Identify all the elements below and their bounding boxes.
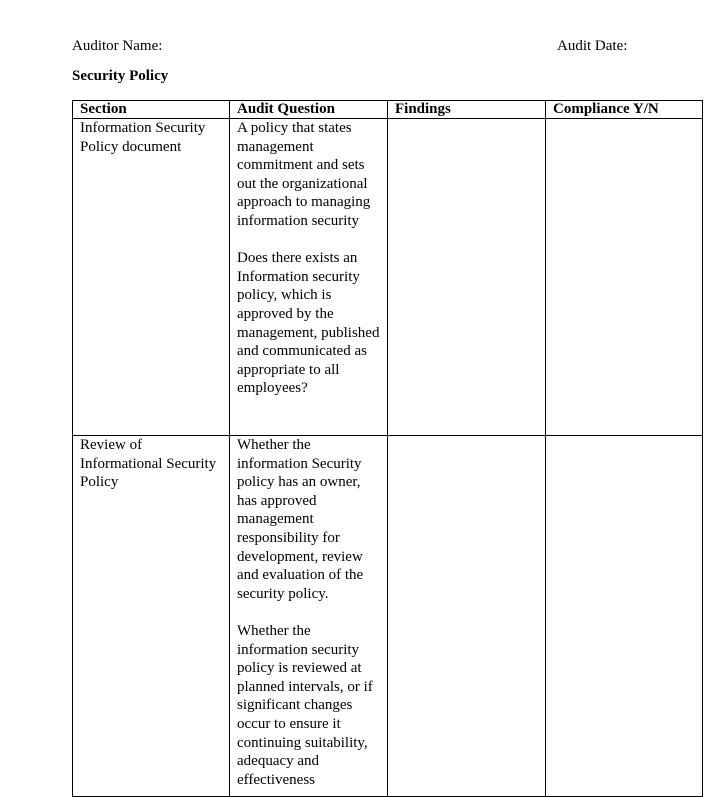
findings-cell[interactable] — [388, 119, 546, 436]
section-cell: Information Security Policy document — [73, 119, 230, 436]
audit-question-cell — [230, 119, 388, 436]
section-title: Security Policy — [72, 68, 169, 84]
column-header-section: Section — [73, 101, 230, 119]
compliance-cell[interactable] — [546, 119, 703, 436]
table-row — [73, 119, 703, 436]
audit-question-text: Whether the information security policy is reviewed at planned intervals, or if significant changes occur to ensure it continuing suitability, adequacy and effectiveness — [237, 622, 373, 788]
audit-question-text: Does there exists an Information security policy, which is approved by the management, published and communicated as appropriate to all employees? — [237, 250, 380, 397]
table-header-row — [73, 101, 703, 119]
compliance-cell[interactable] — [546, 436, 703, 797]
findings-cell[interactable] — [388, 436, 546, 797]
audit-table — [72, 100, 703, 797]
auditor-name-label: Auditor Name: — [72, 38, 163, 54]
audit-question-text: Whether the information Security policy has an owner, has approved management responsibility for development, review and evaluation of the security policy. — [237, 437, 364, 602]
audit-question-text: A policy that states management commitment and sets out the organizational approach to managing information security — [237, 120, 371, 229]
column-header-compliance: Compliance Y/N — [546, 101, 703, 119]
audit-question-cell — [230, 436, 388, 797]
column-header-audit-question: Audit Question — [230, 101, 388, 119]
audit-date-label: Audit Date: — [557, 38, 628, 54]
table-row — [73, 436, 703, 797]
header-line — [72, 38, 723, 58]
section-cell: Review of Informational Security Policy — [73, 436, 230, 797]
column-header-findings: Findings — [388, 101, 546, 119]
